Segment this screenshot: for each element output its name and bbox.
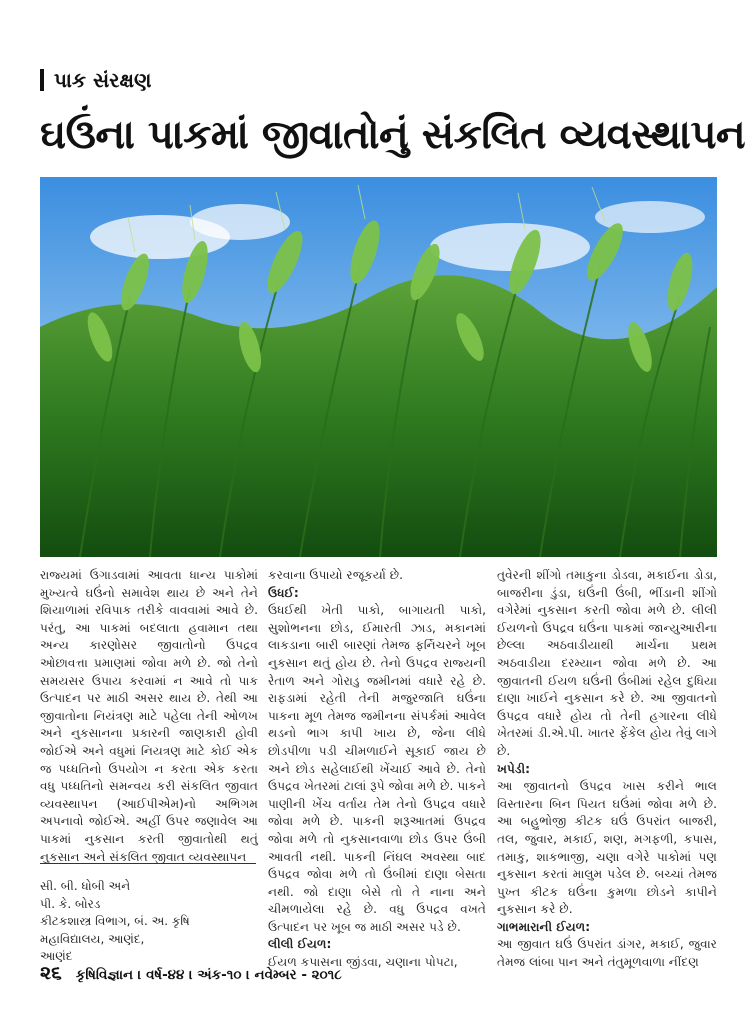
paragraph: કરવાના ઉપાયો રજૂકર્યા છે. — [268, 568, 404, 582]
author-divider — [40, 863, 256, 864]
wheat-field-photo — [40, 177, 717, 557]
column-2 — [268, 567, 486, 972]
author-line: મહાવિદ્યાલય, આણંદ, — [40, 931, 145, 946]
magazine-info: કૃષિવિજ્ઞાન । વર્ષ-૪૪ । અંક-૧૦ । નવેમ્બર - ૨૦૧૮ — [75, 967, 342, 983]
author-block — [40, 878, 256, 966]
paragraph: તુવેરની શીંગો તમાકુના ડોડવા, મકાઈના ડોડા, બાજરીના ડુંડા, ઘઉંની ઉંબી, ભીંડાની શીંગો વગેરેમાં નુકસાન કરતી જોવા મળે છે. લીલી ઈયળનો ઉપદ્રવ ઘઉંના પાકમાં જાન્યુઆરીના છેલ્લા અઠવાડીયાથી માર્ચના પ્રથમ અઠવાડીયા દરમ્યાન જોવા મળે છે. આ જીવાતની ઈયળ ઘઉંની ઉંબીમાં રહેલ દુધિયા દાણા ખાઈને નુકસાન કરે છે. આ જીવાતનો ઉપદ્રવ વધારે હોય તો તેની હગારના લીધે ખેતરમાં ડી.એ.પી. ખાતર ફેંકેલ હોય તેવું લાગે છે. — [497, 568, 717, 758]
column-1 — [40, 567, 258, 866]
section-divider — [40, 69, 44, 91]
subheading-khapedi: ખપેડી: — [497, 761, 530, 776]
page-footer — [40, 962, 342, 984]
author-line: સી. બી. ધોબી અને — [40, 879, 131, 893]
page-number: ૨૬ — [40, 962, 62, 984]
author-line: પી. કે. બોરડ — [40, 896, 101, 911]
author-line: આણંદ — [40, 949, 73, 963]
paragraph: રાજ્યમાં ઉગાડવામાં આવતા ધાન્ય પાકોમાં મુખ્યત્વે ઘઉંનો સમાવેશ થાય છે અને તેને શિયાળામાં રવિપાક તરીકે વાવવામાં આવે છે. પરંતુ, આ પાકમાં બદલાતા હવામાન તથા અન્ય કારણોસર જીવાતોનો ઉપદ્રવ ઓછાવત્તા પ્રમાણમાં જોવા મળે છે. જો તેનો સમયસર ઉપાય કરવામાં ન આવે તો પાક ઉત્પાદન પર માઠી અસર થાય છે. તેથી આ જીવાતોના નિયંત્રણ માટે પહેલા તેની ઓળખ અને નુકસાનના પ્રકારની જાણકારી હોવી જોઈએ અને વધુમાં નિયત્રણ માટે કોઈ એક જ પધ્ધતિનો ઉપયોગ ન કરતા એક કરતા વધુ પધ્ધતિનો સમન્વય કરી સંકલિત જીવાત વ્યવસ્થાપન (આઈપીએમ)નો અભિગમ અપનાવો જોઈએ. અહીં ઉપર જણાવેલ આ પાકમાં નુકસાન કરતી જીવાતોથી થતું નુકસાન અને સંકલિત જીવાત વ્યવસ્થાપન — [40, 568, 258, 864]
paragraph: આ જીવાત ઘઉં ઉપરાંત ડાંગર, મકાઈ, જુવાર તેમજ લાંબા પાન અને તંતુમૂળવાળા નીંદણ — [497, 937, 717, 970]
column-3 — [497, 567, 717, 972]
section-title: પાક સંરક્ષણ — [54, 68, 152, 92]
subheading-termite: ઉધઈ: — [268, 585, 299, 600]
paragraph: આ જીવાતનો ઉપદ્રવ ખાસ કરીને ભાલ વિસ્તારના બિન પિયત ઘઉંમાં જોવા મળે છે. આ બહુભોજી કીટક ઘઉં ઉપરાંત બાજરી, તલ, જુવાર, મકાઈ, શણ, મગફળી, કપાસ, તમાકુ, શાકભાજી, ચણા વગેરે પાકોમાં પણ નુકસાન કરતાં માલુમ પડેલ છે. બચ્ચાં તેમજ પુખ્ત કીટક ઘઉંના કુમળા છોડને કાપીને નુકસાન કરે છે. — [497, 779, 717, 917]
paragraph: ઈયળ કપાસના જીંડવા, ચણાના પોપટા, — [268, 955, 458, 970]
paragraph: ઉધઈથી ખેતી પાકો, બાગાયતી પાકો, સુશોભનના છોડ, ઈમારતી ઝાડ, મકાનમાં લાકડાના બારી બારણાં તેમજ ફર્નિચરને ખૂબ નુકસાન થતું હોય છે. તેનો ઉપદ્રવ રાજ્યની રેતાળ અને ગોરાડુ જમીનમાં વધારે રહે છે. રાફડામાં રહેતી તેની મજુરજાતિ ઘઉંના પાકના મૂળ તેમજ જમીનના સંપર્કમાં આવેલ થડનો ભાગ કાપી ખાય છે, જેના લીધે છોડપીળા પડી ચીમળાઈને સૂકાઈ જાય છે અને છોડ સહેલાઈથી ખેંચાઈ આવે છે. તેનો ઉપદ્રવ ખેતરમાં ટાલાં રૂપે જોવા મળે છે. પાકને પાણીની ખેંચ વર્તાય તેમ તેનો ઉપદ્રવ વધારે જોવા મળે છે. પાકની શરૂઆતમાં ઉપદ્રવ જોવા મળે તો નુકસાનવાળા છોડ ઉપર ઉંબી આવતી નથી. પાકની નિંઘલ અવસ્થા બાદ ઉપદ્રવ જોવા મળે તો ઉંબીમાં દાણા બેસતા નથી. જો દાણા બેસે તો તે નાના અને ચીમળાયેલા રહે છે. વધુ ઉપદ્રવ વખતે ઉત્પાદન પર ખૂબ જ માઠી અસર પડે છે. — [268, 603, 486, 934]
author-line: કીટકશાસ્ત્ર વિભાગ, બં. અ. કૃષિ — [40, 914, 190, 928]
subheading-green-caterpillar: લીલી ઈયળ: — [268, 937, 332, 952]
article-title: ઘઉંના પાકમાં જીવાતોનું સંકલિત વ્યવસ્થાપન — [40, 112, 746, 158]
section-label — [40, 66, 151, 94]
subheading-stem-borer: ગાભમારાની ઈયળ: — [497, 919, 591, 934]
